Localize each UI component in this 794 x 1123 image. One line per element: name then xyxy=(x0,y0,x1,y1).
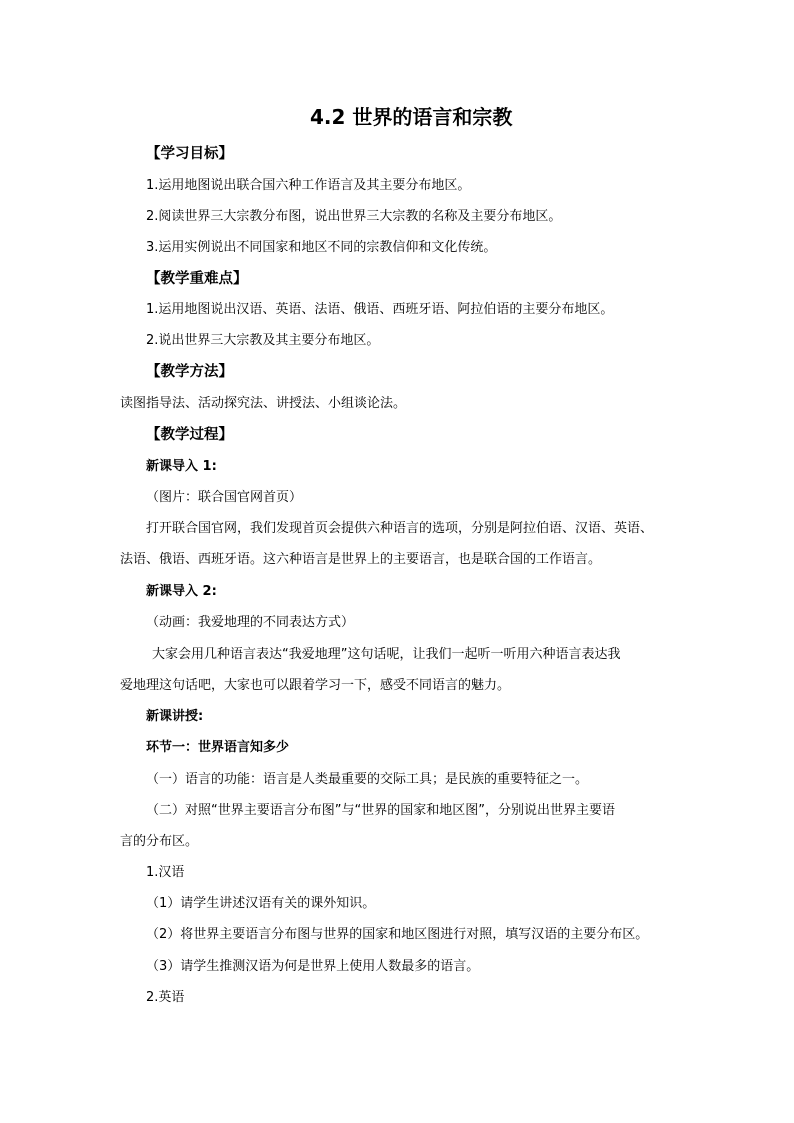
difficulty-item: 1.运用地图说出汉语、英语、法语、俄语、西班牙语、阿拉伯语的主要分布地区。 xyxy=(146,302,614,317)
difficulty-item: 2.说出世界三大宗教及其主要分布地区。 xyxy=(146,333,380,348)
page-title: 4.2 世界的语言和宗教 xyxy=(310,105,513,129)
intro2-animation-note: （动画：我爱地理的不同表达方式） xyxy=(146,615,355,630)
intro2-label: 新课导入 2: xyxy=(146,584,217,599)
lecture-label: 新课讲授: xyxy=(146,709,204,724)
chinese-item: （3）请学生推测汉语为何是世界上使用人数最多的语言。 xyxy=(146,959,480,974)
chinese-item: （2）将世界主要语言分布图与世界的国家和地区图进行对照，填写汉语的主要分布区。 xyxy=(146,927,649,942)
intro1-picture-note: （图片：联合国官网首页） xyxy=(146,490,303,505)
part1-item: （一）语言的功能：语言是人类最重要的交际工具；是民族的重要特征之一。 xyxy=(146,772,589,787)
intro1-paragraph-line: 打开联合国官网，我们发现首页会提供六种语言的选项，分别是阿拉伯语、汉语、英语、 xyxy=(146,521,654,536)
objective-item: 2.阅读世界三大宗教分布图，说出世界三大宗教的名称及主要分布地区。 xyxy=(146,209,562,224)
english-label: 2.英语 xyxy=(146,990,185,1005)
methods-text: 读图指导法、活动探究法、讲授法、小组谈论法。 xyxy=(120,396,407,411)
chinese-item: （1）请学生讲述汉语有关的课外知识。 xyxy=(146,896,376,911)
part1-label: 环节一：世界语言知多少 xyxy=(146,740,290,755)
part1-item: （二）对照“世界主要语言分布图”与“世界的国家和地区图”，分别说出世界主要语 xyxy=(146,803,615,818)
process-heading: 【教学过程】 xyxy=(146,427,233,443)
objectives-heading: 【学习目标】 xyxy=(146,146,233,162)
difficulties-heading: 【教学重难点】 xyxy=(146,271,248,287)
intro2-paragraph-line: 爱地理这句话吧，大家也可以跟着学习一下，感受不同语言的魅力。 xyxy=(120,678,511,693)
part1-item: 言的分布区。 xyxy=(120,834,199,849)
objective-item: 3.运用实例说出不同国家和地区不同的宗教信仰和文化传统。 xyxy=(146,240,497,255)
methods-heading: 【教学方法】 xyxy=(146,364,233,380)
intro1-label: 新课导入 1: xyxy=(146,459,217,474)
chinese-label: 1.汉语 xyxy=(146,865,185,880)
intro2-paragraph-line: 大家会用几种语言表达“我爱地理”这句话呢，让我们一起听一听用六种语言表达我 xyxy=(152,647,621,662)
intro1-paragraph-line: 法语、俄语、西班牙语。这六种语言是世界上的主要语言，也是联合国的工作语言。 xyxy=(120,552,602,567)
objective-item: 1.运用地图说出联合国六种工作语言及其主要分布地区。 xyxy=(146,178,471,193)
